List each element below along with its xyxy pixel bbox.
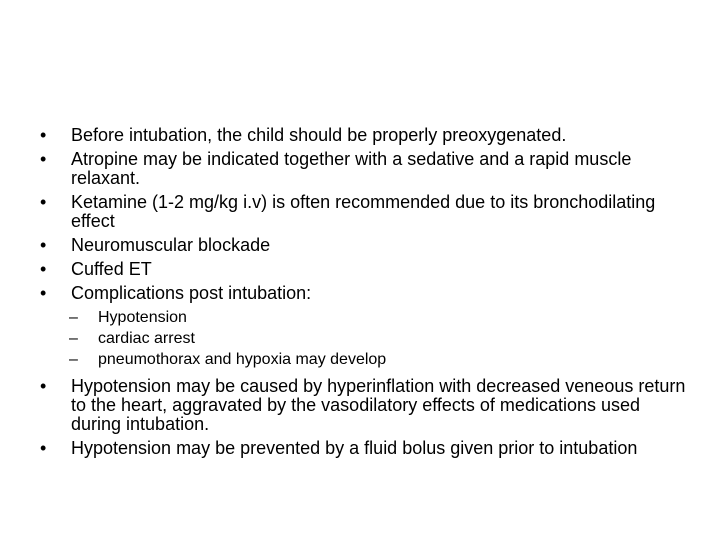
- bullet-dot: •: [40, 192, 47, 212]
- list-item-text: Atropine may be indicated together with a sedative and a rapid muscle relaxant.: [71, 149, 632, 188]
- list-item-text: Before intubation, the child should be properly preoxygenated.: [71, 125, 567, 145]
- complications-sublist: [69, 309, 690, 369]
- sub-list-item-text: pneumothorax and hypoxia may develop: [98, 351, 387, 368]
- sub-list-item: [69, 330, 690, 348]
- list-item-text: Cuffed ET: [71, 259, 152, 279]
- dash-marker: –: [69, 351, 78, 368]
- bullet-dot: •: [40, 376, 47, 396]
- list-item-text: Neuromuscular blockade: [71, 235, 271, 255]
- sub-list-item: [69, 309, 690, 327]
- bullet-dot: •: [40, 283, 47, 303]
- bullet-dot: •: [40, 235, 47, 255]
- bullet-dot: •: [40, 438, 47, 458]
- list-item: [40, 377, 690, 434]
- list-item-text: Hypotension may be caused by hyperinflation with decreased veneous return to the heart, aggravated by the vasodilatory effects of medications used during intubation.: [71, 376, 686, 434]
- list-item-text: Ketamine (1-2 mg/kg i.v) is often recommended due to its bronchodilating effect: [71, 192, 656, 231]
- bullet-dot: •: [40, 259, 47, 279]
- list-item: [40, 126, 690, 145]
- list-item: [40, 439, 690, 458]
- list-item: [40, 150, 690, 188]
- bullet-dot: •: [40, 149, 47, 169]
- sub-list-item: [69, 351, 690, 369]
- dash-marker: –: [69, 330, 78, 347]
- list-item: [40, 193, 690, 231]
- list-item-text: Hypotension may be prevented by a fluid bolus given prior to intubation: [71, 438, 638, 458]
- sub-list-item-text: cardiac arrest: [98, 330, 195, 347]
- sub-list-item-text: Hypotension: [98, 309, 187, 326]
- list-item: [40, 284, 690, 369]
- list-item: [40, 236, 690, 255]
- bullet-list: [40, 126, 690, 463]
- bullet-dot: •: [40, 125, 47, 145]
- dash-marker: –: [69, 309, 78, 326]
- list-item: [40, 260, 690, 279]
- list-item-text: Complications post intubation:: [71, 283, 312, 303]
